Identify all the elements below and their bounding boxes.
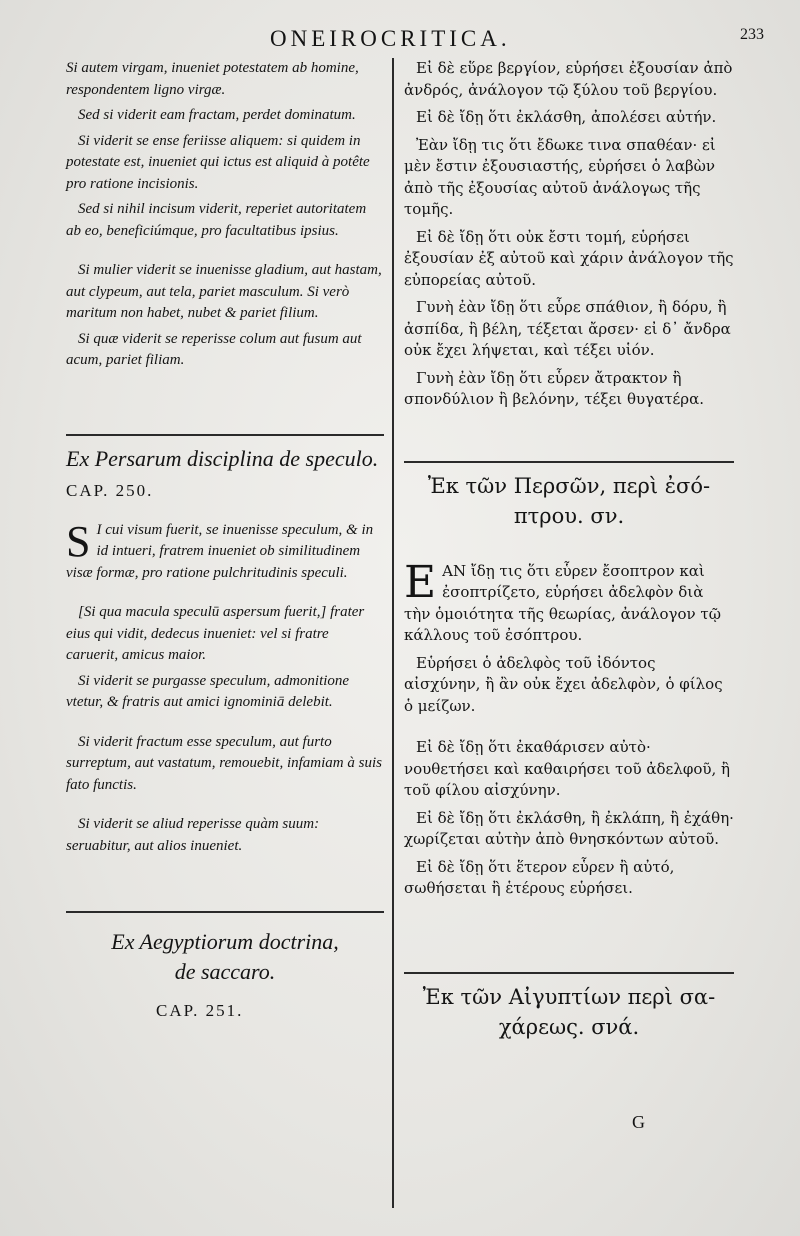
section-rule [404, 972, 734, 974]
section-heading [404, 982, 734, 1042]
spacer [66, 718, 384, 732]
greek-paragraph: Εἰ δὲ ἴδῃ ὅτι οὐκ ἔστι τομή, εὑρήσει ἐξουσίαν ἐξ αὐτοῦ καὶ χάριν ἀνάλογον τῆς εὐπορείας αὐτοῦ. [404, 227, 734, 289]
latin-column [66, 58, 384, 1021]
greek-paragraph: Γυνὴ ἐὰν ἴδῃ ὅτι εὗρε σπάθιον, ἢ δόρυ, ἢ ἀσπίδα, ἢ βέλη, τέξεται ἄρσεν· εἰ δ᾽ ἄνδρα οὐκ ἔχει λήψεται, καὶ τέξει υἱόν. [404, 298, 731, 359]
section-heading-text: Ex Persarum disciplina de speculo. [66, 445, 379, 471]
greek-paragraph: Εἰ δὲ ἴδῃ ὅτι ἐκαθάρισεν αὐτὸ· νουθετήσει καὶ καθαιρήσει τοῦ ἀδελφοῦ, ἢ τοῦ φίλου αἰσχύνην. [404, 738, 731, 799]
section-heading [404, 471, 734, 531]
latin-paragraph: Si quæ viderit se reperisse colum aut fusum aut acum, pariet filiam. [66, 330, 362, 368]
section-heading-line: πτρου. σν. [513, 503, 625, 528]
drop-capital: Ε [404, 556, 437, 608]
latin-paragraph: Si viderit fractum esse speculum, aut furto surreptum, aut vastatum, remouebit, infamiam à suis fato functis. [66, 733, 382, 793]
greek-paragraph: Ἐὰν ἴδῃ τις ὅτι ἔδωκε τινα σπαθέαν· εἰ μὲν ἔστιν ἐξουσιαστής, εὑρήσει ὁ λαβὼν ἀπὸ τῆς ἐξουσίας αὐτοῦ ἀνάλογως τῆς τομῆς. [404, 135, 716, 218]
spacer [66, 376, 384, 424]
spacer [66, 246, 384, 260]
signature-mark: G [632, 1112, 645, 1132]
section-heading-line: de saccaro. [174, 959, 276, 984]
section-heading-line: χάρεως. σνά. [498, 1014, 640, 1039]
latin-paragraph: Sed si nihil incisum viderit, reperiet autoritatem ab eo, beneficiúmque, pro facultatibus ipsius. [66, 201, 367, 239]
running-head: ONEIROCRITICA. [270, 26, 511, 51]
page-header [0, 22, 800, 56]
greek-paragraph-text: ΑΝ ἴδῃ τις ὅτι εὗρεν ἔσοπτρον καὶ ἐσοπτρίζετο, εὑρήσει ἀδελφὸν διὰ τὴν ὁμοιότητα τῆς θεωρίας, ἀνάλογον τῷ κάλλους τοῦ ἐσόπτρου. [404, 561, 721, 644]
spacer [404, 906, 734, 962]
latin-paragraph: Si viderit se ense feriisse aliquem: si quidem in potestate est, inueniet qui ictus est aliquid à potête pro ratione incisionis. [66, 132, 370, 192]
spacer [66, 588, 384, 602]
latin-paragraph: [Si qua macula speculū aspersum fuerit,] frater eius qui vidit, dedecus inueniet: vel si fratre caruerit, amicus maior. [66, 604, 365, 663]
drop-capital: S [66, 516, 91, 566]
section-heading [66, 927, 384, 987]
latin-paragraph: Si viderit se purgasse speculum, admonitione vtetur, & fratris aut amici ignominiā delebit. [66, 672, 350, 710]
greek-paragraph: Εὑρήσει ὁ ἀδελφὸς τοῦ ἰδόντος αἰσχύνην, ἢ ἂν οὐκ ἔχει ἀδελφὸν, ὁ φίλος ὁ μείζων. [404, 653, 723, 715]
latin-paragraph [66, 516, 384, 585]
greek-paragraph: Εἰ δὲ ἴδῃ ὅτι ἕτερον εὗρεν ἢ αὐτό, σωθήσεται ἢ ἑτέρους εὑρήσει. [404, 857, 675, 897]
greek-paragraph: Εἰ δὲ ἴδῃ ὅτι ἐκλάσθη, ἀπολέσει αὐτήν. [416, 108, 717, 126]
spacer [404, 417, 734, 451]
latin-paragraph: Si autem virgam, inueniet potestatem ab homine, respondentem ligno virgæ. [66, 60, 359, 98]
greek-paragraph [404, 556, 734, 647]
spacer [66, 800, 384, 814]
page-number: 233 [740, 26, 764, 43]
section-rule [404, 461, 734, 463]
section-rule [66, 434, 384, 436]
section-heading [66, 444, 384, 506]
latin-paragraph: Si mulier viderit se inuenisse gladium, aut hastam, aut clypeum, aut tela, pariet masculum. Si verò maritum non habet, nubet & pariet filium. [66, 262, 382, 321]
latin-paragraph: Si viderit se aliud reperisse quàm suum: seruabitur, aut alios inueniet. [66, 816, 320, 854]
section-heading-line: Ἐκ τῶν Περσῶν, περὶ ἐσό- [427, 473, 711, 498]
latin-paragraph-text: I cui visum fuerit, se inuenisse speculum, & in id intueri, fratrem inueniet ob similitudinem visæ formæ, pro ratione pulchritudinis speculi. [66, 521, 374, 581]
greek-column [404, 58, 734, 1052]
greek-paragraph: Εἰ δὲ εὕρε βεργίον, εὑρήσει ἐξουσίαν ἀπὸ ἀνδρός, ἀνάλογον τῷ ξύλου τοῦ βεργίου. [404, 59, 733, 99]
chapter-number: CAP. 251. [156, 1001, 244, 1020]
column-divider [392, 58, 394, 1208]
section-heading-line: Ἐκ τῶν Αἰγυπτίων περὶ σα- [422, 984, 716, 1009]
greek-paragraph: Γυνὴ ἐὰν ἴδῃ ὅτι εὗρεν ἄτρακτον ἢ σπονδύλιον ἢ βελόνην, τέξει θυγατέρα. [404, 368, 704, 408]
section-rule [66, 911, 384, 913]
latin-paragraph: Sed si viderit eam fractam, perdet dominatum. [78, 107, 356, 123]
section-heading-line: Ex Aegyptiorum doctrina, [111, 929, 339, 954]
spacer [66, 861, 384, 901]
greek-paragraph: Εἰ δὲ ἴδῃ ὅτι ἐκλάσθη, ἢ ἐκλάπη, ἢ ἐχάθη· χωρίζεται αὐτὴν ἀπὸ θνησκόντων αὐτοῦ. [404, 808, 734, 848]
chapter-number: CAP. 250. [66, 480, 154, 500]
spacer [404, 541, 734, 561]
spacer [404, 723, 734, 737]
